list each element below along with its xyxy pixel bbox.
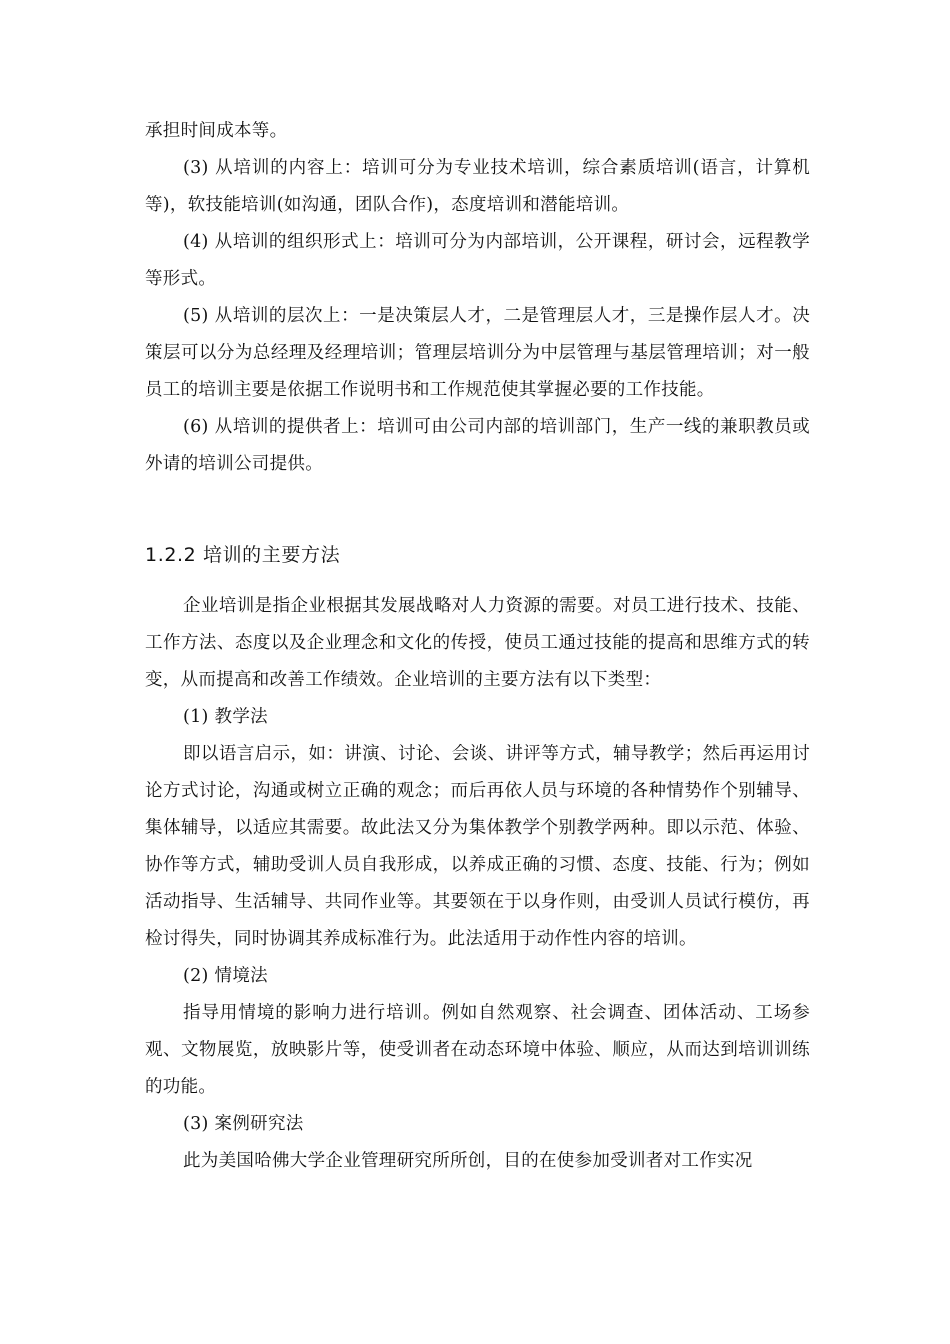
paragraph-content-classification: (3) 从培训的内容上：培训可分为专业技术培训，综合素质培训(语言，计算机等)，软技能培训(如沟通，团队合作)，态度培训和潜能培训。 xyxy=(145,158,810,215)
paragraph-teaching-method: 即以语言启示，如：讲演、讨论、会谈、讲评等方式，辅导教学；然后再运用讨论方式讨论，沟通或树立正确的观念；而后再依人员与环境的各种情势作个别辅导、集体辅导，以适应其需要。故此法又分为集体教学个别教学两种。即以示范、体验、协作等方式，辅助受训人员自我形成，以养成正确的习惯、态度、技能、行为；例如活动指导、生活辅导、共同作业等。其要领在于以身作则，由受训人员试行模仿，再检讨得失，同时协调其养成标准行为。此法适用于动作性内容的培训。 xyxy=(145,744,810,949)
paragraph-training-provider: (6) 从培训的提供者上：培训可由公司内部的培训部门，生产一线的兼职教员或外请的培训公司提供。 xyxy=(145,417,810,474)
top-paragraphs xyxy=(145,113,810,483)
paragraph-method-intro: 企业培训是指企业根据其发展战略对人力资源的需要。对员工进行技术、技能、工作方法、态度以及企业理念和文化的传授，使员工通过技能的提高和思维方式的转变，从而提高和改善工作绩效。企业培训的主要方法有以下类型： xyxy=(145,596,810,690)
paragraph-training-level: (5) 从培训的层次上：一是决策层人才，二是管理层人才，三是操作层人才。决策层可以分为总经理及经理培训；管理层培训分为中层管理与基层管理培训；对一般员工的培训主要是依据工作说明书和工作规范使其掌握必要的工作技能。 xyxy=(145,306,810,400)
paragraph-case-study-method: 此为美国哈佛大学企业管理研究所所创，目的在使参加受训者对工作实况 xyxy=(183,1151,753,1171)
subheading-situational-method: (2) 情境法 xyxy=(183,966,268,986)
subheading-case-study-method: (3) 案例研究法 xyxy=(183,1114,304,1134)
section-heading: 1.2.2 培训的主要方法 xyxy=(145,544,341,566)
subheading-teaching-method: (1) 教学法 xyxy=(183,707,268,727)
paragraph-continuation: 承担时间成本等。 xyxy=(145,121,288,141)
paragraph-situational-method: 指导用情境的影响力进行培训。例如自然观察、社会调查、团体活动、工场参观、文物展览，放映影片等，使受训者在动态环境中体验、顺应，从而达到培训训练的功能。 xyxy=(145,1003,810,1097)
bottom-paragraphs xyxy=(145,588,810,1180)
paragraph-organization-form: (4) 从培训的组织形式上：培训可分为内部培训，公开课程，研讨会，远程教学等形式。 xyxy=(145,232,810,289)
